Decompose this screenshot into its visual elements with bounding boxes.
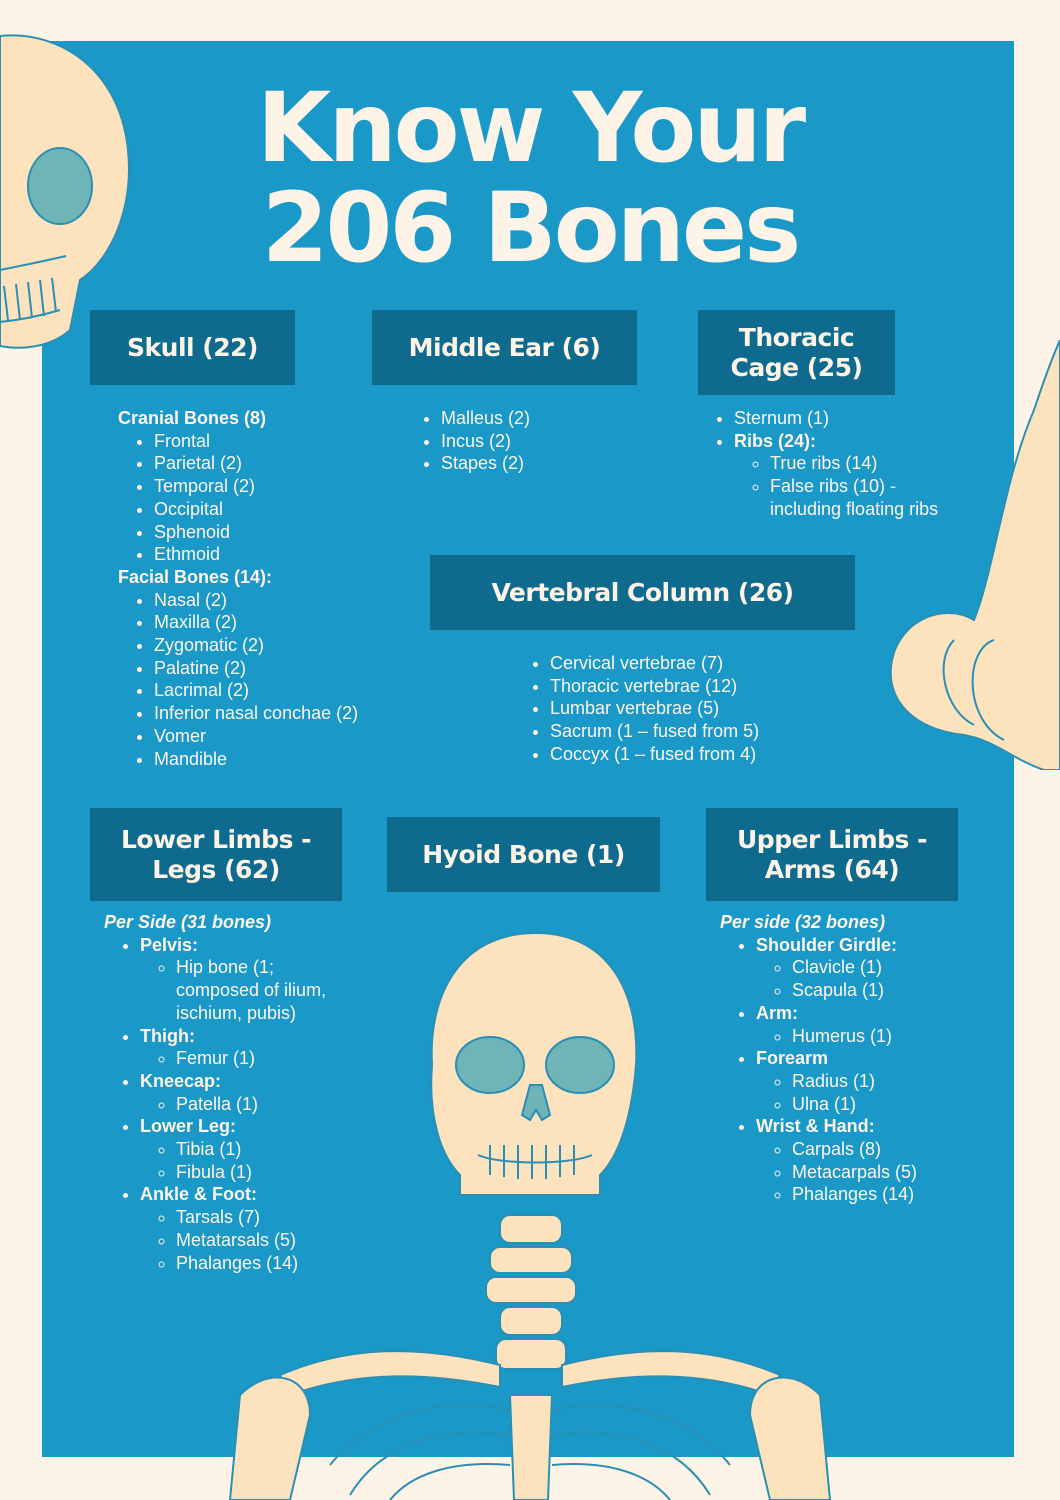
vertebral-list (514, 652, 814, 766)
lower-header-line2: Legs (62) (152, 854, 280, 884)
arm-label: Arm: (756, 1002, 799, 1023)
list-item (140, 1070, 364, 1115)
middle-ear-header-text: Middle Ear (6) (408, 332, 601, 362)
femur-illustration-right (884, 340, 1060, 770)
list-item: • Occipital (154, 498, 398, 521)
list-item: • Cervical vertebrae (7) (550, 652, 814, 675)
list-item: • Mandible (154, 748, 398, 771)
list-item: ◦ Patella (1) (176, 1093, 364, 1116)
upper-limbs-header (706, 808, 958, 901)
list-item: • Thoracic vertebrae (12) (550, 675, 814, 698)
list-item: ◦ Radius (1) (792, 1070, 980, 1093)
false-ribs-line2: including floating ribs (770, 498, 939, 519)
list-item: • Malleus (2) (441, 407, 625, 430)
middle-ear-header (372, 310, 637, 385)
forearm-label: Forearm (756, 1048, 829, 1069)
list-item (756, 1115, 980, 1206)
list-item: ◦ Phalanges (14) (176, 1252, 364, 1275)
list-item: • Sternum (1) (734, 407, 958, 430)
list-item: • Maxilla (2) (154, 611, 398, 634)
facial-label: Facial Bones (14): (118, 566, 273, 587)
hyoid-header-text: Hyoid Bone (1) (422, 839, 625, 869)
thoracic-cage-header (698, 310, 895, 395)
kneecap-label: Kneecap: (140, 1070, 222, 1091)
list-item (756, 1002, 980, 1047)
shoulder-label: Shoulder Girdle: (756, 934, 898, 955)
thoracic-header-line1: Thoracic (738, 322, 855, 352)
list-item: ◦ True ribs (14) (770, 452, 958, 475)
list-item: ◦ Metatarsals (5) (176, 1229, 364, 1252)
pelvis-label: Pelvis: (140, 934, 199, 955)
list-item: ◦ Scapula (1) (792, 979, 980, 1002)
middle-ear-list (405, 407, 625, 475)
list-item (140, 934, 364, 1025)
poster-title-line1: Know Your (256, 72, 804, 184)
list-item: • Vomer (154, 725, 398, 748)
lower-leg-label: Lower Leg: (140, 1116, 237, 1137)
list-item: • Sphenoid (154, 521, 398, 544)
ankle-label: Ankle & Foot: (140, 1184, 257, 1205)
upper-header-line1: Upper Limbs - (737, 824, 927, 854)
list-item: • Sacrum (1 – fused from 5) (550, 720, 814, 743)
list-item (756, 934, 980, 1002)
list-item: • Lumbar vertebrae (5) (550, 697, 814, 720)
list-item: • Parietal (2) (154, 452, 398, 475)
skull-header (90, 310, 295, 385)
list-item: ◦ Clavicle (1) (792, 956, 980, 979)
thigh-label: Thigh: (140, 1025, 195, 1046)
list-item: ◦ Tibia (1) (176, 1138, 364, 1161)
thoracic-header-line2: Cage (25) (730, 352, 863, 382)
hip-line3: ischium, pubis) (176, 1002, 297, 1023)
list-item: • Coccyx (1 – fused from 4) (550, 743, 814, 766)
list-item: • Inferior nasal conchae (2) (154, 702, 398, 725)
list-item: ◦ Fibula (1) (176, 1161, 364, 1184)
vertebral-header-text: Vertebral Column (26) (491, 577, 794, 607)
list-item: • Ethmoid (154, 543, 398, 566)
list-item: ◦ Humerus (1) (792, 1025, 980, 1048)
skull-header-text: Skull (22) (127, 332, 258, 362)
vertebral-column-header (430, 555, 855, 630)
list-item (176, 956, 364, 1024)
thoracic-list (698, 407, 958, 521)
list-item: ◦ Tarsals (7) (176, 1206, 364, 1229)
list-item (140, 1115, 364, 1183)
lower-limbs-list (104, 911, 364, 1274)
upper-header-line2: Arms (64) (764, 854, 900, 884)
list-item: ◦ Carpals (8) (792, 1138, 980, 1161)
list-item (140, 1183, 364, 1274)
list-item: • Nasal (2) (154, 589, 398, 612)
list-item: • Palatine (2) (154, 657, 398, 680)
lower-per-side: Per Side (31 bones) (104, 912, 272, 932)
list-item: • Zygomatic (2) (154, 634, 398, 657)
upper-per-side: Per side (32 bones) (720, 912, 886, 932)
list-item (770, 475, 958, 520)
poster-title-line2: 206 Bones (261, 172, 799, 284)
lower-header-line1: Lower Limbs - (120, 824, 312, 854)
list-item: ◦ Ulna (1) (792, 1093, 980, 1116)
hyoid-bone-header (387, 817, 660, 892)
list-item: ◦ Femur (1) (176, 1047, 364, 1070)
hip-line1: Hip bone (1; (176, 957, 275, 978)
upper-limbs-list (720, 911, 980, 1206)
list-item (140, 1025, 364, 1070)
hip-line2: composed of ilium, (176, 980, 327, 1001)
list-item: • Temporal (2) (154, 475, 398, 498)
list-item: ◦ Metacarpals (5) (792, 1161, 980, 1184)
false-ribs-line1: False ribs (10) - (770, 476, 897, 497)
list-item: • Incus (2) (441, 430, 625, 453)
list-item (756, 1047, 980, 1115)
skull-list (118, 407, 398, 770)
ribs-item (734, 430, 958, 521)
lower-limbs-header (90, 808, 342, 901)
cranial-label: Cranial Bones (8) (118, 408, 267, 428)
wrist-label: Wrist & Hand: (756, 1116, 875, 1137)
list-item: ◦ Phalanges (14) (792, 1183, 980, 1206)
list-item: • Stapes (2) (441, 452, 625, 475)
ribs-label: Ribs (24): (734, 430, 817, 451)
list-item: • Frontal (154, 430, 398, 453)
list-item: • Lacrimal (2) (154, 679, 398, 702)
